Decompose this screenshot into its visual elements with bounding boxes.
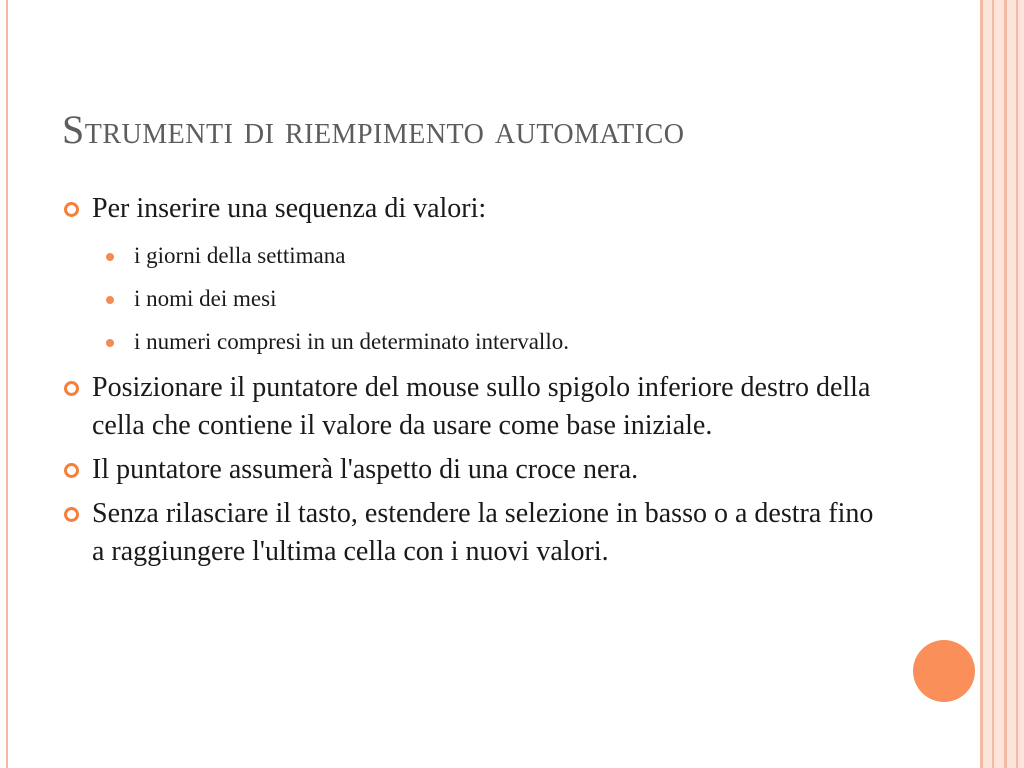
dot-bullet-icon xyxy=(106,339,114,347)
right-decorative-stripes xyxy=(980,0,1024,768)
ring-bullet-icon xyxy=(64,381,79,396)
bullet-text: Senza rilasciare il tasto, estendere la selezione in basso o a destra fino a raggiungere l'ultima cella con i nuovi valori. xyxy=(92,498,874,567)
bullet-text: Per inserire una sequenza di valori: xyxy=(92,193,487,224)
sub-bullet-text: i numeri compresi in un determinato intervallo. xyxy=(134,329,569,354)
bullet-text: Il puntatore assumerà l'aspetto di una croce nera. xyxy=(92,454,639,485)
stripe-line xyxy=(992,0,994,768)
bullet-item xyxy=(62,495,892,571)
slide-body xyxy=(62,190,892,577)
bullet-item xyxy=(62,451,892,489)
sub-bullet-text: i nomi dei mesi xyxy=(134,286,277,311)
sub-bullet-item xyxy=(62,320,892,363)
bullet-text: Posizionare il puntatore del mouse sullo spigolo inferiore destro della cella che contiene il valore da usare come base iniziale. xyxy=(92,372,871,441)
ring-bullet-icon xyxy=(64,202,79,217)
bullet-item xyxy=(62,369,892,445)
stripe-line xyxy=(1004,0,1007,768)
ring-bullet-icon xyxy=(64,507,79,522)
sub-bullet-item xyxy=(62,277,892,320)
dot-bullet-icon xyxy=(106,296,114,304)
sub-bullet-text: i giorni della settimana xyxy=(134,243,346,268)
stripe-line xyxy=(1016,0,1018,768)
stripe-line xyxy=(980,0,983,768)
sub-bullet-item xyxy=(62,234,892,277)
dot-bullet-icon xyxy=(106,253,114,261)
bullet-item xyxy=(62,190,892,228)
sub-bullet-list xyxy=(62,234,892,363)
decorative-circle xyxy=(913,640,975,702)
ring-bullet-icon xyxy=(64,463,79,478)
slide-title: Strumenti di riempimento automatico xyxy=(62,107,685,152)
left-border-line xyxy=(6,0,8,768)
